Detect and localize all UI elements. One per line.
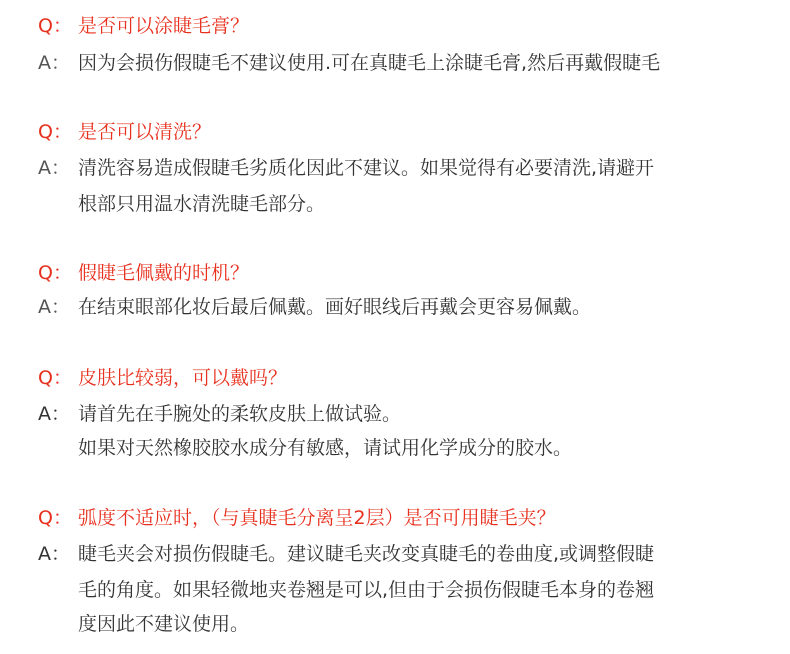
question-prefix: Q： [38, 121, 72, 143]
question-text: 是否可以涂睫毛膏？ [78, 15, 250, 37]
question-text: 弧度不适应时，（与真睫毛分离呈2层）是否可用睫毛夹？ [78, 507, 556, 529]
answer-prefix: A： [38, 52, 70, 74]
question-prefix: Q： [38, 262, 72, 284]
faq-answer [38, 153, 654, 183]
faq-question [38, 258, 249, 288]
answer-text: 清洗容易造成假睫毛劣质化因此不建议。如果觉得有必要清洗,请避开 [78, 157, 655, 179]
answer-continuation: 如果对天然橡胶胶水成分有敏感，请试用化学成分的胶水。 [78, 437, 573, 459]
faq-question [38, 503, 556, 533]
answer-text: 因为会损伤假睫毛不建议使用.可在真睫毛上涂睫毛膏,然后再戴假睫毛 [78, 52, 661, 74]
faq-question [38, 11, 249, 41]
question-prefix: Q： [38, 15, 72, 37]
question-prefix: Q： [38, 367, 72, 389]
answer-continuation: 毛的角度。如果轻微地夹卷翘是可以,但由于会损伤假睫毛本身的卷翘 [78, 579, 655, 601]
faq-answer [38, 48, 660, 78]
answer-text: 睫毛夹会对损伤假睫毛。建议睫毛夹改变真睫毛的卷曲度,或调整假睫 [78, 543, 655, 565]
answer-continuation: 度因此不建议使用。 [78, 613, 250, 635]
answer-prefix: A： [38, 543, 70, 565]
faq-question [38, 363, 287, 393]
question-text: 皮肤比较弱，可以戴吗？ [78, 367, 288, 389]
answer-text: 在结束眼部化妆后最后佩戴。画好眼线后再戴会更容易佩戴。 [78, 296, 592, 318]
faq-answer [38, 399, 401, 429]
faq-answer [38, 539, 654, 569]
question-text: 假睫毛佩戴的时机？ [78, 262, 250, 284]
question-prefix: Q： [38, 507, 72, 529]
question-text: 是否可以清洗？ [78, 121, 212, 143]
faq-answer [38, 292, 591, 322]
answer-continuation: 根部只用温水清洗睫毛部分。 [78, 193, 326, 215]
answer-prefix: A： [38, 403, 70, 425]
answer-prefix: A： [38, 296, 70, 318]
answer-prefix: A： [38, 157, 70, 179]
faq-question [38, 117, 211, 147]
answer-text: 请首先在手腕处的柔软皮肤上做试验。 [78, 403, 402, 425]
